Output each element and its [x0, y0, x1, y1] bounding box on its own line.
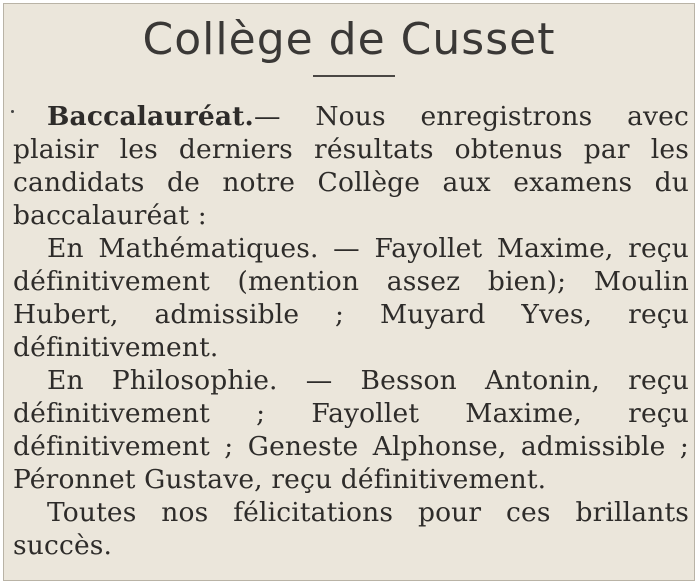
paragraph-mathematiques: En Mathématiques. — Fayollet Maxime, reçu définitivement (mention assez bien); Moulin Hubert, admissible ; Muyard Yves, reçu définitivement. — [13, 233, 689, 363]
paragraph-text: — Nous enregistrons avec plaisir les derniers résultats obtenus par les candidats de notre Collège aux examens du baccalauréat : — [13, 101, 689, 231]
paragraph-felicitations: Toutes nos félicitations pour ces brillants succès. — [13, 497, 689, 561]
title-underline-rule — [313, 75, 395, 77]
article-body — [13, 100, 689, 562]
newspaper-clipping — [3, 3, 695, 581]
paragraph-baccalaureat — [13, 100, 689, 232]
article-title: Collège de Cusset — [142, 14, 556, 65]
paragraph-philosophie: En Philosophie. — Besson Antonin, reçu définitivement ; Fayollet Maxime, reçu définitivement ; Geneste Alphonse, admissible ; Péronnet Gustave, reçu définitivement. — [13, 365, 689, 495]
paragraph-lead: Baccalauréat. — [47, 101, 254, 132]
